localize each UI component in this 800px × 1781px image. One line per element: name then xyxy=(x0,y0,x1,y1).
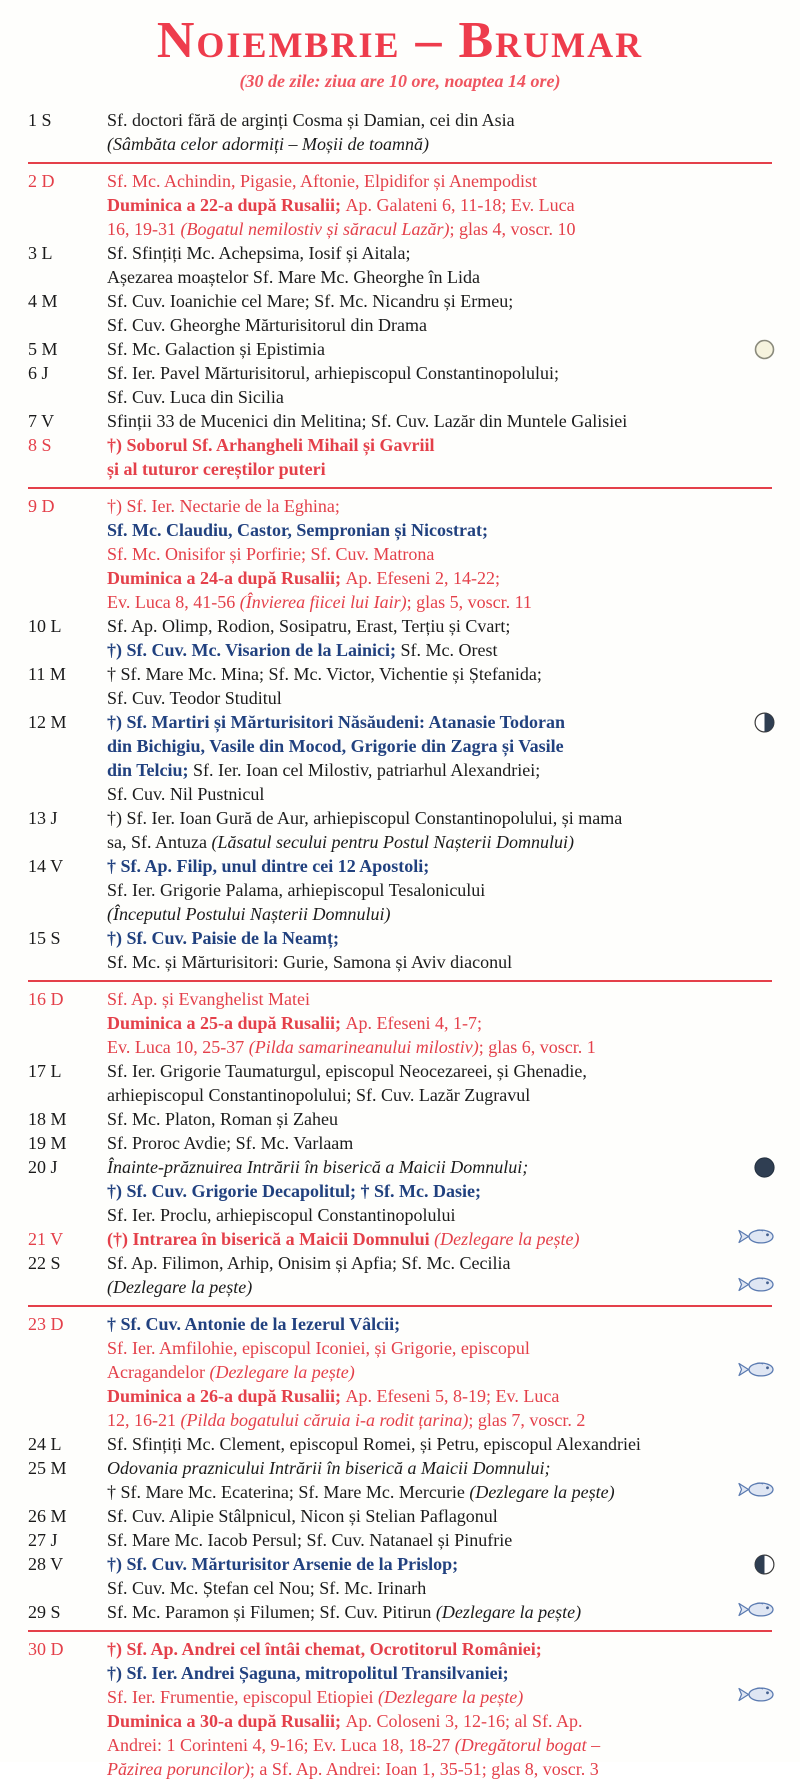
fish-icon xyxy=(738,1276,776,1293)
calendar-line xyxy=(107,950,772,974)
sunday-separator-line xyxy=(28,1305,772,1307)
text-segment: Sf. Cuv. Teodor Studitul xyxy=(107,687,282,708)
calendar-line xyxy=(107,217,772,241)
day-entry-lines xyxy=(107,433,772,481)
calendar-day-row xyxy=(28,1227,772,1251)
text-segment: Acragandelor xyxy=(107,1361,210,1382)
text-segment: Sf. Ap. Olimp, Rodion, Sosipatru, Erast, Terțiu și Cvart; xyxy=(107,615,511,636)
text-segment: † Sf. Cuv. Antonie de la Iezerul Vâlcii; xyxy=(107,1313,401,1334)
text-segment: 16, 19-31 xyxy=(107,218,181,239)
calendar-line xyxy=(107,614,772,638)
calendar-day-row xyxy=(28,169,772,241)
text-segment: Sf. Mc. Paramon și Filumen; Sf. Cuv. Pitirun xyxy=(107,1601,436,1622)
calendar-line xyxy=(107,108,772,132)
text-segment: Sfinții 33 de Mucenici din Melitina; Sf. Cuv. Lazăr din Muntele Galisiei xyxy=(107,410,628,431)
day-entry-lines xyxy=(107,409,772,433)
day-entry-lines xyxy=(107,108,772,156)
day-number-label: 15 S xyxy=(28,927,61,948)
sunday-separator-line xyxy=(28,487,772,489)
calendar-line xyxy=(107,1576,772,1600)
day-number-label: 9 D xyxy=(28,495,55,516)
day-number-label: 17 L xyxy=(28,1060,62,1081)
calendar-line xyxy=(107,1083,772,1107)
calendar-day-row xyxy=(28,409,772,433)
calendar-line xyxy=(107,987,772,1011)
text-segment: † Sf. Mare Mc. Ecaterina; Sf. Mare Mc. Mercurie xyxy=(107,1481,470,1502)
day-entry-lines xyxy=(107,1504,772,1528)
new-moon-icon xyxy=(753,338,776,361)
text-segment: Andrei: 1 Corinteni 4, 9-16; Ev. Luca 18, 18-27 xyxy=(107,1734,455,1755)
day-number-label: 8 S xyxy=(28,434,52,455)
calendar-line xyxy=(107,1275,772,1299)
text-segment: ; glas 7, voscr. 2 xyxy=(468,1409,586,1430)
sunday-separator-line xyxy=(28,162,772,164)
text-segment: † Sf. Ap. Filip, unul dintre cei 12 Apostoli; xyxy=(107,855,430,876)
calendar-day-row xyxy=(28,1504,772,1528)
calendar-line xyxy=(107,1059,772,1083)
calendar-line xyxy=(107,265,772,289)
calendar-line xyxy=(107,409,772,433)
text-segment: †) Sf. Ier. Nectarie de la Eghina; xyxy=(107,495,340,516)
day-entry-lines xyxy=(107,241,772,289)
day-number-label: 21 V xyxy=(28,1228,64,1249)
day-entry-lines xyxy=(107,1528,772,1552)
calendar-line xyxy=(107,638,772,662)
day-number-label: 14 V xyxy=(28,855,64,876)
day-entry-lines xyxy=(107,1456,772,1504)
day-number-label: 7 V xyxy=(28,410,55,431)
text-segment: 12, 16-21 xyxy=(107,1409,181,1430)
calendar-line xyxy=(107,590,772,614)
text-segment: (Dezlegare la pește) xyxy=(434,1228,580,1249)
day-number-label: 12 M xyxy=(28,711,67,732)
calendar-line xyxy=(107,758,772,782)
text-segment: și al tuturor cereștilor puteri xyxy=(107,458,326,479)
calendar-line xyxy=(107,806,772,830)
calendar-line xyxy=(107,1107,772,1131)
text-segment: Așezarea moaștelor Sf. Mare Mc. Gheorghe în Lida xyxy=(107,266,481,287)
text-segment: Sf. Cuv. Alipie Stâlpnicul, Nicon și Stelian Paflagonul xyxy=(107,1505,498,1526)
text-segment: (Dezlegare la pește) xyxy=(435,1601,582,1622)
text-segment: †) Sf. Cuv. Paisie de la Neamț; xyxy=(107,927,339,948)
day-number-label: 11 M xyxy=(28,663,66,684)
day-entry-lines xyxy=(107,614,772,662)
text-segment: †) Sf. Cuv. Grigorie Decapolitul; † Sf. Mc. Dasie; xyxy=(107,1180,481,1201)
calendar-day-row xyxy=(28,1456,772,1504)
day-entry-lines xyxy=(107,1600,772,1624)
day-entry-lines xyxy=(107,1251,772,1299)
text-segment: Sf. Ier. Ioan cel Milostiv, patriarhul Alexandriei; xyxy=(193,759,541,780)
calendar-line xyxy=(107,1011,772,1035)
calendar-line xyxy=(107,926,772,950)
text-segment: Sf. Ier. Proclu, arhiepiscopul Constantinopolului xyxy=(107,1204,456,1225)
calendar-line xyxy=(107,1637,772,1661)
day-number-label: 26 M xyxy=(28,1505,67,1526)
text-segment: Sf. Cuv. Luca din Sicilia xyxy=(107,386,284,407)
text-segment: (Pilda samarineanului milostiv) xyxy=(248,1036,479,1057)
text-segment: Înainte-prăznuirea Intrării în biserică a Maicii Domnului; xyxy=(107,1156,529,1177)
text-segment: (Învierea fiicei lui Iair) xyxy=(239,591,407,612)
calendar-day-row xyxy=(28,433,772,481)
calendar-line xyxy=(107,1480,772,1504)
day-number-label: 23 D xyxy=(28,1313,64,1334)
day-entry-lines xyxy=(107,1107,772,1131)
text-segment: †) Sf. Ier. Ioan Gură de Aur, arhiepiscopul Constantinopolului, și mama xyxy=(107,807,623,828)
day-number-label: 30 D xyxy=(28,1638,64,1659)
calendar-line xyxy=(107,1757,772,1781)
calendar-line xyxy=(107,385,772,409)
day-entry-lines xyxy=(107,1059,772,1107)
calendar-line xyxy=(107,1733,772,1757)
calendar-line xyxy=(107,1384,772,1408)
day-number-label: 10 L xyxy=(28,615,62,636)
calendar-line xyxy=(107,878,772,902)
text-segment: Duminica a 30-a după Rusalii; xyxy=(107,1710,346,1731)
text-segment: Sf. Sfințiți Mc. Achepsima, Iosif și Aitala; xyxy=(107,242,411,263)
day-entry-lines xyxy=(107,854,772,926)
day-number-label: 22 S xyxy=(28,1252,61,1273)
calendar-day-row xyxy=(28,662,772,710)
calendar-line xyxy=(107,782,772,806)
calendar-line xyxy=(107,1251,772,1275)
text-segment: Sf. Ier. Pavel Mărturisitorul, arhiepiscopul Constantinopolului; xyxy=(107,362,559,383)
calendar-day-row xyxy=(28,710,772,806)
calendar-line xyxy=(107,1035,772,1059)
day-number-label: 28 V xyxy=(28,1553,64,1574)
calendar-line xyxy=(107,193,772,217)
text-segment: Duminica a 26-a după Rusalii; xyxy=(107,1385,346,1406)
fish-icon xyxy=(738,1228,776,1245)
calendar-day-row xyxy=(28,614,772,662)
text-segment: Păzirea poruncilor) xyxy=(107,1758,250,1779)
day-entry-lines xyxy=(107,987,772,1059)
text-segment: † Sf. Mare Mc. Mina; Sf. Mc. Victor, Vichentie și Ștefanida; xyxy=(107,663,542,684)
text-segment: Sf. Proroc Avdie; Sf. Mc. Varlaam xyxy=(107,1132,354,1153)
text-segment: (Dezlegare la pește) xyxy=(107,1276,253,1297)
text-segment: Sf. Ier. Frumentie, episcopul Etiopiei xyxy=(107,1686,378,1707)
text-segment: (Lăsatul secului pentru Postul Nașterii Domnului) xyxy=(211,831,574,852)
text-segment: Sf. Mc. Galaction și Epistimia xyxy=(107,338,325,359)
calendar-day-row xyxy=(28,289,772,337)
text-segment: (Dregătorul bogat – xyxy=(454,1734,601,1755)
calendar-line xyxy=(107,1312,772,1336)
text-segment: Sf. Sfințiți Mc. Clement, episcopul Romei, și Petru, episcopul Alexandriei xyxy=(107,1433,641,1454)
text-segment: Ev. Luca 10, 25-37 xyxy=(107,1036,249,1057)
calendar-line xyxy=(107,1131,772,1155)
calendar-line xyxy=(107,830,772,854)
calendar-day-row xyxy=(28,494,772,614)
text-segment: (Sâmbăta celor adormiți – Moșii de toamnă) xyxy=(107,133,429,154)
calendar-line xyxy=(107,1528,772,1552)
text-segment: Sf. Ier. Grigorie Palama, arhiepiscopul Tesalonicului xyxy=(107,879,486,900)
sunday-separator-line xyxy=(28,980,772,982)
calendar-line xyxy=(107,1408,772,1432)
calendar-line xyxy=(107,854,772,878)
text-segment: Sf. Ap. și Evanghelist Matei xyxy=(107,988,310,1009)
day-entry-lines xyxy=(107,289,772,337)
day-number-label: 24 L xyxy=(28,1433,62,1454)
calendar-line xyxy=(107,494,772,518)
text-segment: Sf. Cuv. Nil Pustnicul xyxy=(107,783,265,804)
day-entry-lines xyxy=(107,1552,772,1600)
day-number-label: 20 J xyxy=(28,1156,58,1177)
text-segment: Sf. doctori fără de arginți Cosma și Damian, cei din Asia xyxy=(107,109,515,130)
calendar-line xyxy=(107,1432,772,1456)
calendar-line xyxy=(107,1360,772,1384)
calendar-line xyxy=(107,1685,772,1709)
text-segment: Sf. Mc. Claudiu, Castor, Sempronian și Nicostrat; xyxy=(107,519,489,540)
day-number-label: 6 J xyxy=(28,362,49,383)
day-entry-lines xyxy=(107,662,772,710)
calendar-line xyxy=(107,518,772,542)
text-segment: arhiepiscopul Constantinopolului; Sf. Cuv. Lazăr Zugravul xyxy=(107,1084,531,1105)
day-number-label: 13 J xyxy=(28,807,58,828)
month-title: Noiembrie – Brumar xyxy=(156,12,644,69)
calendar-day-row xyxy=(28,806,772,854)
day-number-label: 25 M xyxy=(28,1457,67,1478)
text-segment: Duminica a 25-a după Rusalii; xyxy=(107,1012,346,1033)
text-segment: Ap. Efeseni 4, 1-7; xyxy=(345,1012,483,1033)
month-subtitle: (30 de zile: ziua are 10 ore, noaptea 14 ore) xyxy=(239,70,561,91)
text-segment: (Dezlegare la pește) xyxy=(469,1481,615,1502)
calendar-line xyxy=(107,169,772,193)
calendar-line xyxy=(107,241,772,265)
calendar-line xyxy=(107,1504,772,1528)
day-entry-lines xyxy=(107,1432,772,1456)
calendar-day-row xyxy=(28,987,772,1059)
calendar-line xyxy=(107,1456,772,1480)
text-segment: †) Sf. Ier. Andrei Șaguna, mitropolitul Transilvaniei; xyxy=(107,1662,509,1683)
day-number-label: 4 M xyxy=(28,290,58,311)
day-entry-lines xyxy=(107,1312,772,1432)
calendar-body xyxy=(28,108,772,1781)
calendar-line xyxy=(107,686,772,710)
calendar-line xyxy=(107,542,772,566)
day-entry-lines xyxy=(107,361,772,409)
day-entry-lines xyxy=(107,926,772,974)
calendar-line xyxy=(107,1336,772,1360)
first-quarter-moon-icon xyxy=(753,711,776,734)
calendar-line xyxy=(107,1661,772,1685)
text-segment: din Bichigiu, Vasile din Mocod, Grigorie din Zagra și Vasile xyxy=(107,735,564,756)
text-segment: Sf. Mc. Achindin, Pigasie, Aftonie, Elpidifor și Anempodist xyxy=(107,170,537,191)
sunday-separator-line xyxy=(28,1630,772,1632)
calendar-line xyxy=(107,662,772,686)
text-segment: Sf. Ap. Filimon, Arhip, Onisim și Apfia; Sf. Mc. Cecilia xyxy=(107,1252,511,1273)
text-segment: Sf. Ier. Grigorie Taumaturgul, episcopul Neocezareei, și Ghenadie, xyxy=(107,1060,587,1081)
day-entry-lines xyxy=(107,806,772,854)
calendar-line xyxy=(107,734,772,758)
calendar-day-row xyxy=(28,1107,772,1131)
calendar-line xyxy=(107,1179,772,1203)
text-segment: Sf. Mare Mc. Iacob Persul; Sf. Cuv. Natanael și Pinufrie xyxy=(107,1529,513,1550)
day-number-label: 19 M xyxy=(28,1132,67,1153)
fish-icon xyxy=(738,1361,776,1378)
text-segment: Odovania praznicului Intrării în biserică a Maicii Domnului; xyxy=(107,1457,551,1478)
calendar-line xyxy=(107,902,772,926)
day-number-label: 18 M xyxy=(28,1108,67,1129)
text-segment: †) Sf. Ap. Andrei cel întâi chemat, Ocrotitorul României; xyxy=(107,1638,542,1659)
calendar-day-row xyxy=(28,1552,772,1600)
fish-icon xyxy=(738,1601,776,1618)
day-entry-lines xyxy=(107,1637,772,1781)
calendar-line xyxy=(107,1600,772,1624)
day-entry-lines xyxy=(107,337,772,361)
text-segment: Ap. Efeseni 5, 8-19; Ev. Luca xyxy=(345,1385,560,1406)
calendar-day-row xyxy=(28,1600,772,1624)
day-number-label: 29 S xyxy=(28,1601,61,1622)
last-quarter-moon-icon xyxy=(753,1553,776,1576)
text-segment: †) Sf. Martiri și Mărturisitori Năsăudeni: Atanasie Todoran xyxy=(107,711,565,732)
text-segment: Ap. Coloseni 3, 12-16; al Sf. Ap. xyxy=(345,1710,583,1731)
calendar-day-row xyxy=(28,361,772,409)
calendar-line xyxy=(107,337,772,361)
calendar-line xyxy=(107,1552,772,1576)
text-segment: †) Sf. Cuv. Mărturisitor Arsenie de la Prislop; xyxy=(107,1553,459,1574)
calendar-line xyxy=(107,361,772,385)
text-segment: ; a Sf. Ap. Andrei: Ioan 1, 35-51; glas 8, voscr. 3 xyxy=(249,1758,599,1779)
calendar-day-row xyxy=(28,1528,772,1552)
text-segment: Sf. Mc. Orest xyxy=(400,639,498,660)
text-segment: Sf. Mc. și Mărturisitori: Gurie, Samona și Aviv diaconul xyxy=(107,951,513,972)
text-segment: Sf. Ier. Amfilohie, episcopul Iconiei, și Grigorie, episcopul xyxy=(107,1337,530,1358)
text-segment: Sf. Mc. Onisifor și Porfirie; Sf. Cuv. Matrona xyxy=(107,543,435,564)
text-segment: Sf. Cuv. Mc. Ștefan cel Nou; Sf. Mc. Irinarh xyxy=(107,1577,427,1598)
calendar-day-row xyxy=(28,1432,772,1456)
calendar-day-row xyxy=(28,854,772,926)
day-number-label: 2 D xyxy=(28,170,55,191)
calendar-line xyxy=(107,433,772,457)
text-segment: Duminica a 24-a după Rusalii; xyxy=(107,567,346,588)
calendar-day-row xyxy=(28,108,772,156)
day-number-label: 27 J xyxy=(28,1529,58,1550)
calendar-day-row xyxy=(28,1637,772,1781)
text-segment: Ev. Luca 8, 41-56 xyxy=(107,591,240,612)
day-entry-lines xyxy=(107,710,772,806)
text-segment: Sf. Cuv. Gheorghe Mărturisitorul din Drama xyxy=(107,314,427,335)
calendar-day-row xyxy=(28,1131,772,1155)
day-entry-lines xyxy=(107,1131,772,1155)
text-segment: (Bogatul nemilostiv și săracul Lazăr) xyxy=(180,218,450,239)
calendar-line xyxy=(107,710,772,734)
text-segment: (Pilda bogatului căruia i-a rodit țarina) xyxy=(180,1409,469,1430)
text-segment: Ap. Efeseni 2, 14-22; xyxy=(345,567,501,588)
text-segment: (Începutul Postului Nașterii Domnului) xyxy=(107,903,391,924)
text-segment: †) Sf. Cuv. Mc. Visarion de la Lainici; xyxy=(107,639,401,660)
text-segment: (Dezlegare la pește) xyxy=(377,1686,524,1707)
day-number-label: 16 D xyxy=(28,988,64,1009)
calendar-line xyxy=(107,132,772,156)
text-segment: din Telciu; xyxy=(107,759,194,780)
text-segment: Sf. Cuv. Ioanichie cel Mare; Sf. Mc. Nicandru și Ermeu; xyxy=(107,290,514,311)
calendar-line xyxy=(107,1227,772,1251)
calendar-day-row xyxy=(28,337,772,361)
calendar-line xyxy=(107,1203,772,1227)
day-number-label: 1 S xyxy=(28,109,52,130)
calendar-line xyxy=(107,289,772,313)
text-segment: (Dezlegare la pește) xyxy=(209,1361,355,1382)
calendar-line xyxy=(107,1155,772,1179)
text-segment: Ap. Galateni 6, 11-18; Ev. Luca xyxy=(345,194,575,215)
text-segment: ; glas 5, voscr. 11 xyxy=(406,591,532,612)
calendar-line xyxy=(107,457,772,481)
text-segment: †) Soborul Sf. Arhangheli Mihail și Gavriil xyxy=(107,434,435,455)
calendar-line xyxy=(107,566,772,590)
text-segment: (†) Intrarea în biserică a Maicii Domnului xyxy=(107,1228,435,1249)
calendar-line xyxy=(107,313,772,337)
calendar-day-row xyxy=(28,1059,772,1107)
calendar-day-row xyxy=(28,241,772,289)
day-entry-lines xyxy=(107,1227,772,1251)
full-moon-icon xyxy=(753,1156,776,1179)
day-entry-lines xyxy=(107,1155,772,1227)
text-segment: Sf. Mc. Platon, Roman și Zaheu xyxy=(107,1108,338,1129)
day-number-label: 3 L xyxy=(28,242,53,263)
calendar-day-row xyxy=(28,1251,772,1299)
calendar-day-row xyxy=(28,1312,772,1432)
day-number-label: 5 M xyxy=(28,338,58,359)
fish-icon xyxy=(738,1481,776,1498)
text-segment: sa, Sf. Antuza xyxy=(107,831,212,852)
text-segment: ; glas 6, voscr. 1 xyxy=(478,1036,596,1057)
calendar-day-row xyxy=(28,1155,772,1227)
text-segment: ; glas 4, voscr. 10 xyxy=(449,218,576,239)
calendar-day-row xyxy=(28,926,772,974)
text-segment: Duminica a 22-a după Rusalii; xyxy=(107,194,346,215)
day-entry-lines xyxy=(107,494,772,614)
calendar-line xyxy=(107,1709,772,1733)
day-entry-lines xyxy=(107,169,772,241)
fish-icon xyxy=(738,1686,776,1703)
